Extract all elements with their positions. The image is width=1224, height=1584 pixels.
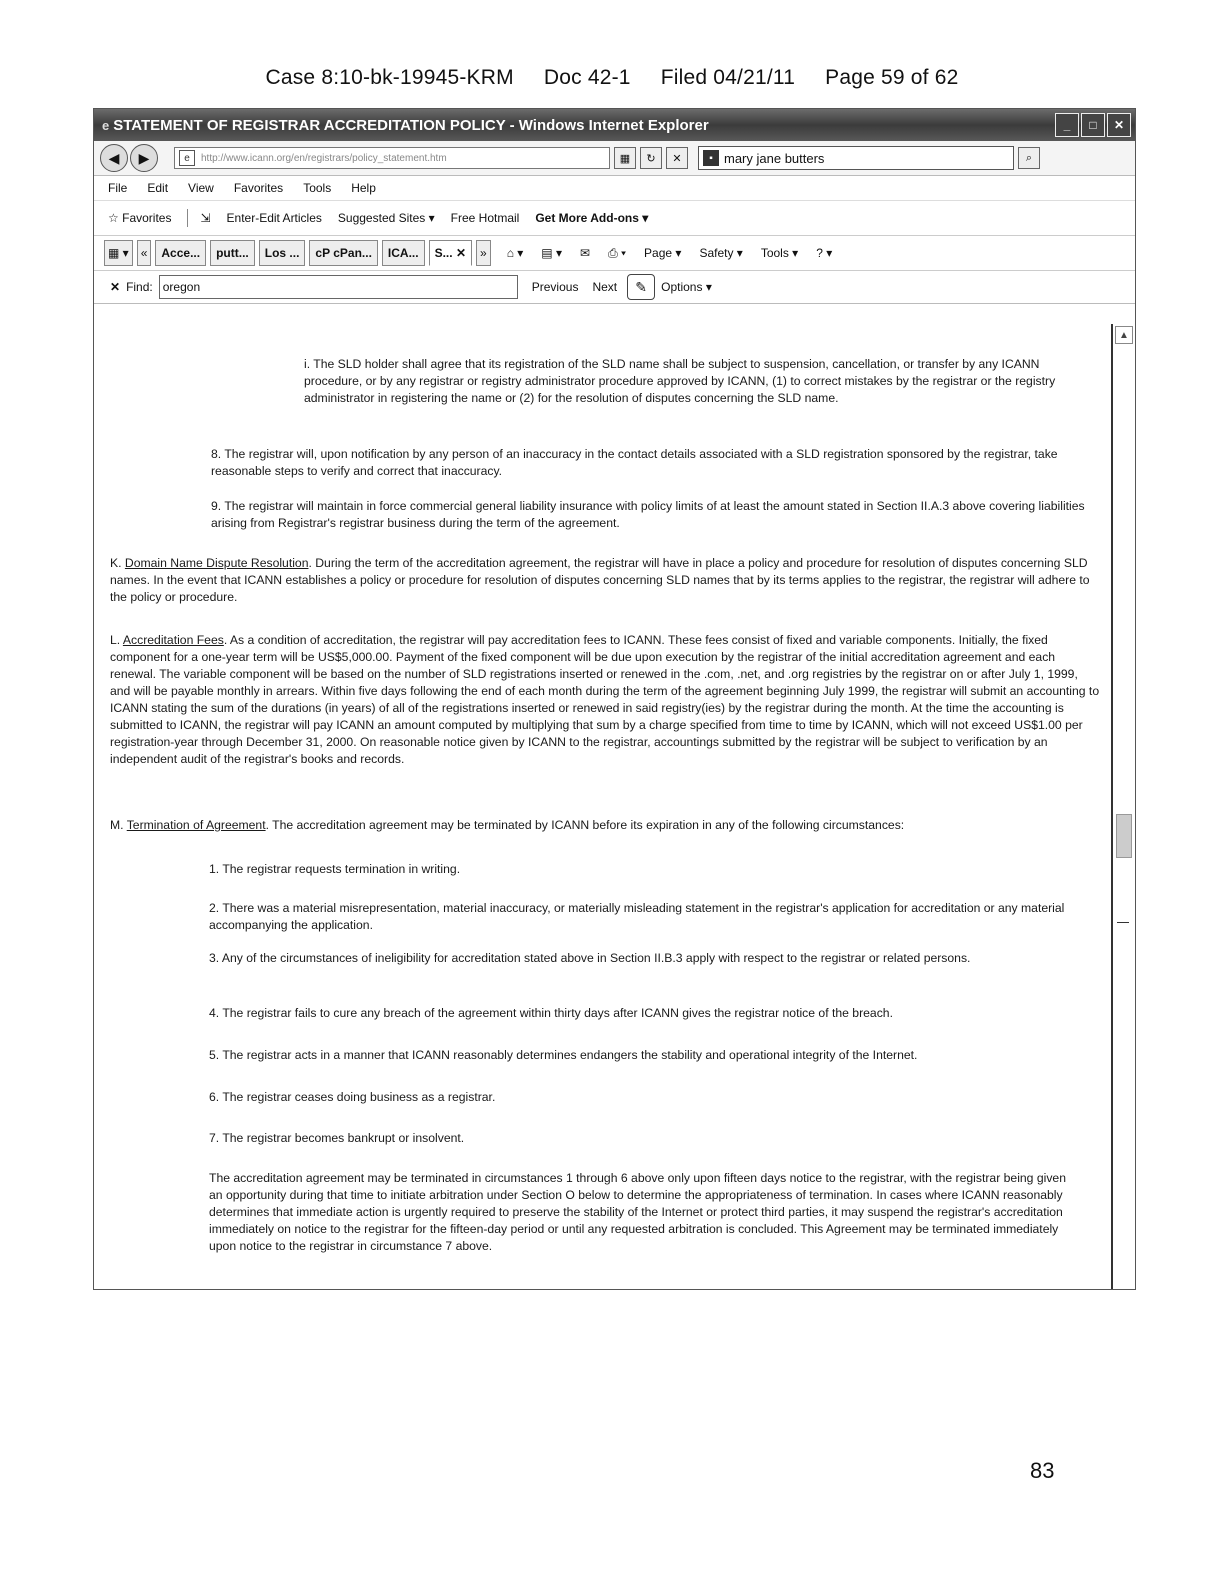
title-bar: [94, 109, 1135, 141]
section-k: K. Domain Name Dispute Resolution. During the term of the accreditation agreement, the registrar will have in place a policy and procedure for resolution of disputes concerning SLD names. In the event that ICANN establishes a policy or procedure for resolution of disputes concerning SLD names that by its terms applies to the registrar, the registrar will adhere to the policy or procedure.: [110, 556, 1090, 604]
circumstance-5: 5. The registrar acts in a manner that ICANN reasonably determines endangers the stability and operational integrity of the Internet.: [209, 1048, 918, 1062]
safety-menu[interactable]: Safety ▾: [699, 246, 743, 260]
feeds-icon[interactable]: ▤ ▾: [541, 246, 562, 260]
tab-los[interactable]: Los ...: [259, 240, 306, 266]
tab-active[interactable]: S... ✕: [429, 240, 472, 266]
find-input[interactable]: oregon: [159, 275, 518, 299]
menu-favorites[interactable]: Favorites: [233, 181, 284, 195]
section-l: L. Accreditation Fees. As a condition of accreditation, the registrar will pay accreditation fees to ICANN. These fees consist of fixed and variable components. Initially, the fixed component for a one-year term will be US$5,000.00. Payment of the fixed component will be due upon execution by the registrar of the initial accreditation agreement and each renewal. The variable component will be based on the number of SLD registrations inserted or renewed in the .com, .net, and .org registries by the registrar on or after July 1, 1999, and will be payable monthly in arrears. Within five days following the end of each month during the term of the agreement beginning July 1999, the registrar will submit an accounting to ICANN stating the sum of the durations (in years) of all of the registrations inserted or renewed in said registry(ies) by the registrar during the month. At the time the accounting is submitted to ICANN, the registrar will pay ICANN an amount computed by multiplying that sum by a charge specified from time to time by ICANN, which will not exceed US$1.00 per registration-year through December 31, 2000. On reasonable notice given by ICANN to the registrar, accountings submitted by the registrar will be subject to verification by an independent audit of the registrar's books and records.: [110, 633, 1100, 766]
fav-free-hotmail[interactable]: Free Hotmail: [450, 211, 520, 225]
browser-window: [93, 108, 1136, 1290]
circumstance-4: 4. The registrar fails to cure any breach of the agreement within thirty days after ICANN gives the registrar notice of the breach.: [209, 1006, 893, 1020]
tab-putt[interactable]: putt...: [210, 240, 255, 266]
scroll-up-icon[interactable]: ▲: [1115, 326, 1133, 344]
tab-acce[interactable]: Acce...: [155, 240, 206, 266]
favorites-bar: [94, 201, 1135, 236]
menu-edit[interactable]: Edit: [147, 181, 169, 195]
page-menu[interactable]: Page ▾: [644, 246, 682, 260]
print-icon[interactable]: ⎙ ▾: [608, 245, 627, 260]
find-bar: [94, 271, 1135, 304]
section-m-title: Termination of Agreement: [126, 818, 266, 832]
ie-icon: e: [102, 117, 110, 133]
doc-number: Doc 42-1: [543, 66, 631, 89]
tab-scroll-right[interactable]: »: [476, 240, 491, 266]
search-value: mary jane butters: [724, 150, 825, 166]
tab-close-icon[interactable]: ✕: [455, 246, 466, 260]
window-title: STATEMENT OF REGISTRAR ACCREDITATION POLICY - Windows Internet Explorer: [113, 116, 709, 134]
quick-tabs-icon[interactable]: ▦ ▾: [104, 240, 133, 266]
closing-paragraph: The accreditation agreement may be terminated in circumstances 1 through 6 above only upon fifteen days notice to the registrar, with the registrar being given an opportunity during that time to initiate arbitration under Section O below to determine the appropriateness of termination. In cases where ICANN reasonably determines that immediate action is urgently required to preserve the stability of the Internet or protect third parties, it may suspend the registrar's accreditation immediately on notice to the registrar for the fifteen-day period or until any requested arbitration is concluded. This Agreement may be terminated immediately upon notice to the registrar in circumstance 7 above.: [209, 1171, 1066, 1253]
paragraph-8: 8. The registrar will, upon notification by any person of an inaccuracy in the contact details associated with a SLD registration sponsored by the registrar, take reasonable steps to verify and correct that inaccuracy.: [211, 447, 1058, 478]
close-button[interactable]: ✕: [1107, 113, 1131, 137]
circumstance-2: 2. There was a material misrepresentation, material inaccuracy, or materially misleading statement in the registrar's application for accreditation or any material accompanying the application.: [209, 901, 1065, 932]
circumstance-3: 3. Any of the circumstances of ineligibility for accreditation stated above in Section II.B.3 apply with respect to the registrar or related persons.: [209, 951, 971, 965]
fav-enter-edit[interactable]: Enter-Edit Articles: [226, 211, 322, 225]
menu-view[interactable]: View: [188, 181, 214, 195]
search-input[interactable]: [698, 146, 1014, 170]
compatibility-icon[interactable]: ▦: [614, 147, 636, 169]
minimize-button[interactable]: _: [1055, 113, 1079, 137]
back-button[interactable]: ◀: [100, 144, 128, 172]
page-of: Page 59 of 62: [825, 66, 959, 89]
help-icon[interactable]: ? ▾: [816, 246, 833, 260]
tools-menu[interactable]: Tools ▾: [760, 246, 799, 260]
find-close-icon[interactable]: ✕: [110, 280, 121, 294]
tab-bar: [94, 236, 1135, 271]
address-bar: [94, 141, 1135, 176]
page-icon: e: [179, 150, 195, 166]
command-bar: [507, 246, 851, 261]
forward-button[interactable]: ▶: [130, 144, 158, 172]
add-favorites-icon[interactable]: ⇲: [200, 211, 211, 225]
menu-help[interactable]: Help: [351, 181, 376, 195]
find-previous-button[interactable]: Previous: [531, 280, 579, 294]
tab-scroll-left[interactable]: «: [137, 240, 152, 266]
divider: [187, 209, 188, 227]
case-number: Case 8:10-bk-19945-KRM: [265, 66, 514, 89]
paragraph-9: 9. The registrar will maintain in force commercial general liability insurance with policy limits of at least the amount stated in Section II.A.3 above covering liabilities arising from Registrar's registrar business during the term of the agreement.: [211, 499, 1085, 530]
search-icon[interactable]: ⌕: [1018, 147, 1040, 169]
find-label: Find:: [126, 280, 153, 294]
mail-icon[interactable]: ✉: [580, 246, 591, 260]
menu-tools[interactable]: Tools: [303, 181, 332, 195]
address-value: http://www.icann.org/en/registrars/policy_statement.htm: [201, 152, 447, 164]
scroll-thumb[interactable]: [1116, 814, 1132, 858]
home-icon[interactable]: ⌂ ▾: [506, 246, 524, 260]
circumstance-1: 1. The registrar requests termination in writing.: [209, 862, 461, 876]
circumstance-7: 7. The registrar becomes bankrupt or insolvent.: [209, 1131, 465, 1145]
tab-icann[interactable]: ICA...: [382, 240, 425, 266]
find-next-button[interactable]: Next: [592, 280, 618, 294]
scroll-marker: [1117, 922, 1129, 923]
section-l-title: Accreditation Fees: [122, 633, 224, 647]
address-input[interactable]: [174, 147, 610, 169]
section-k-title: Domain Name Dispute Resolution: [124, 556, 309, 570]
section-m: M. Termination of Agreement. The accreditation agreement may be terminated by ICANN before its expiration in any of the following circumstances:: [110, 818, 905, 832]
highlight-icon[interactable]: ✎: [627, 274, 655, 300]
maximize-button[interactable]: □: [1081, 113, 1105, 137]
live-search-icon: ▪: [703, 150, 719, 166]
favorites-button[interactable]: ☆ Favorites: [108, 211, 172, 225]
menu-file[interactable]: File: [108, 181, 128, 195]
star-icon: ☆: [108, 211, 119, 225]
circumstance-6: 6. The registrar ceases doing business as a registrar.: [209, 1090, 496, 1104]
case-header: [0, 66, 1224, 90]
menu-bar: [94, 176, 1135, 201]
vertical-scrollbar[interactable]: [1111, 324, 1135, 1289]
page-number: 83: [1030, 1458, 1055, 1483]
refresh-icon[interactable]: ↻: [640, 147, 662, 169]
find-options-button[interactable]: Options ▾: [661, 280, 712, 294]
filed-date: Filed 04/21/11: [660, 66, 796, 89]
paragraph-i: i. The SLD holder shall agree that its registration of the SLD name shall be subject to suspension, cancellation, or transfer by any ICANN procedure, or by any registrar or registry administrator procedure approved by ICANN, (1) to correct mistakes by the registrar or the registry administrator in registering the name or (2) for the resolution of disputes concerning the SLD name.: [304, 357, 1056, 405]
fav-get-addons[interactable]: Get More Add-ons ▾: [535, 211, 649, 225]
fav-suggested-sites[interactable]: Suggested Sites ▾: [337, 211, 435, 225]
stop-icon[interactable]: ✕: [666, 147, 688, 169]
tab-cpanel[interactable]: cP cPan...: [309, 240, 377, 266]
page-content: [94, 324, 1135, 1289]
